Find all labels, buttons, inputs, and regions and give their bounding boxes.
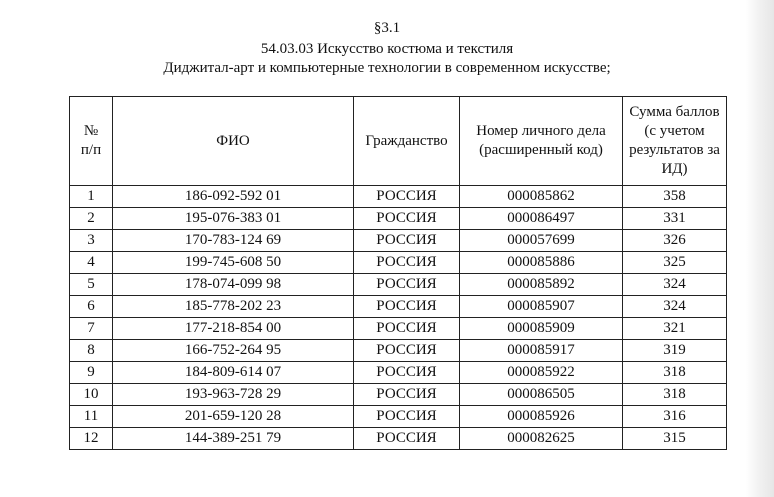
table-row: [70, 230, 727, 252]
cell-file-number: 000085907: [460, 296, 623, 318]
cell-number: 4: [70, 252, 113, 274]
cell-number: 7: [70, 318, 113, 340]
cell-score: 316: [623, 406, 727, 428]
cell-file-number: 000085909: [460, 318, 623, 340]
header-row: [70, 97, 727, 186]
header-score: [623, 97, 727, 186]
cell-number: 5: [70, 274, 113, 296]
cell-fio: 199-745-608 50: [113, 252, 354, 274]
cell-score: 326: [623, 230, 727, 252]
cell-fio: 186-092-592 01: [113, 186, 354, 208]
table-row: [70, 406, 727, 428]
cell-file-number: 000085922: [460, 362, 623, 384]
cell-number: 11: [70, 406, 113, 428]
cell-citizenship: РОССИЯ: [354, 296, 460, 318]
cell-citizenship: РОССИЯ: [354, 318, 460, 340]
cell-file-number: 000086497: [460, 208, 623, 230]
cell-fio: 144-389-251 79: [113, 428, 354, 450]
cell-score: 319: [623, 340, 727, 362]
table-row: [70, 384, 727, 406]
header-citizenship: Гражданство: [354, 97, 460, 186]
cell-fio: 177-218-854 00: [113, 318, 354, 340]
cell-fio: 184-809-614 07: [113, 362, 354, 384]
cell-file-number: 000085926: [460, 406, 623, 428]
cell-score: 324: [623, 274, 727, 296]
cell-fio: 178-074-099 98: [113, 274, 354, 296]
table-row: [70, 274, 727, 296]
header-file-number-line: Номер личного дела: [476, 123, 606, 139]
table-body: [70, 186, 727, 450]
cell-score: 325: [623, 252, 727, 274]
cell-citizenship: РОССИЯ: [354, 362, 460, 384]
table-row: [70, 362, 727, 384]
cell-citizenship: РОССИЯ: [354, 406, 460, 428]
cell-file-number: 000086505: [460, 384, 623, 406]
cell-score: 321: [623, 318, 727, 340]
table-row: [70, 186, 727, 208]
cell-citizenship: РОССИЯ: [354, 428, 460, 450]
cell-fio: 201-659-120 28: [113, 406, 354, 428]
cell-citizenship: РОССИЯ: [354, 274, 460, 296]
cell-file-number: 000057699: [460, 230, 623, 252]
table-row: [70, 340, 727, 362]
header-number-line: п/п: [80, 142, 102, 158]
program-profile: Диджитал-арт и компьютерные технологии в современном искусстве;: [163, 60, 611, 76]
cell-file-number: 000082625: [460, 428, 623, 450]
section-number: §3.1: [373, 20, 401, 36]
cell-file-number: 000085892: [460, 274, 623, 296]
header-number-line: №: [83, 123, 99, 139]
cell-citizenship: РОССИЯ: [354, 340, 460, 362]
cell-citizenship: РОССИЯ: [354, 186, 460, 208]
cell-fio: 195-076-383 01: [113, 208, 354, 230]
table-row: [70, 252, 727, 274]
cell-number: 1: [70, 186, 113, 208]
cell-number: 2: [70, 208, 113, 230]
cell-score: 318: [623, 384, 727, 406]
header-score-line: ИД): [661, 161, 688, 177]
header-file-number-line: (расширенный код): [479, 142, 603, 158]
cell-score: 331: [623, 208, 727, 230]
table-row: [70, 428, 727, 450]
cell-score: 324: [623, 296, 727, 318]
cell-number: 10: [70, 384, 113, 406]
header-score-line: (с учетом: [644, 123, 705, 139]
cell-number: 12: [70, 428, 113, 450]
cell-score: 358: [623, 186, 727, 208]
table-row: [70, 296, 727, 318]
header-number: [70, 97, 113, 186]
cell-fio: 193-963-728 29: [113, 384, 354, 406]
program-code: 54.03.03 Искусство костюма и текстиля: [260, 41, 514, 57]
table-row: [70, 318, 727, 340]
cell-score: 318: [623, 362, 727, 384]
table-row: [70, 208, 727, 230]
cell-number: 8: [70, 340, 113, 362]
header-score-line: результатов за: [629, 142, 720, 158]
header-fio: ФИО: [113, 97, 354, 186]
cell-citizenship: РОССИЯ: [354, 208, 460, 230]
cell-number: 6: [70, 296, 113, 318]
cell-fio: 185-778-202 23: [113, 296, 354, 318]
cell-file-number: 000085886: [460, 252, 623, 274]
cell-citizenship: РОССИЯ: [354, 230, 460, 252]
cell-fio: 166-752-264 95: [113, 340, 354, 362]
table-header: [70, 97, 727, 186]
cell-number: 3: [70, 230, 113, 252]
cell-citizenship: РОССИЯ: [354, 252, 460, 274]
cell-citizenship: РОССИЯ: [354, 384, 460, 406]
cell-fio: 170-783-124 69: [113, 230, 354, 252]
applicants-table: [69, 96, 727, 450]
cell-score: 315: [623, 428, 727, 450]
cell-number: 9: [70, 362, 113, 384]
header-file-number: [460, 97, 623, 186]
cell-file-number: 000085917: [460, 340, 623, 362]
cell-file-number: 000085862: [460, 186, 623, 208]
header-score-line: Сумма баллов: [629, 104, 720, 120]
